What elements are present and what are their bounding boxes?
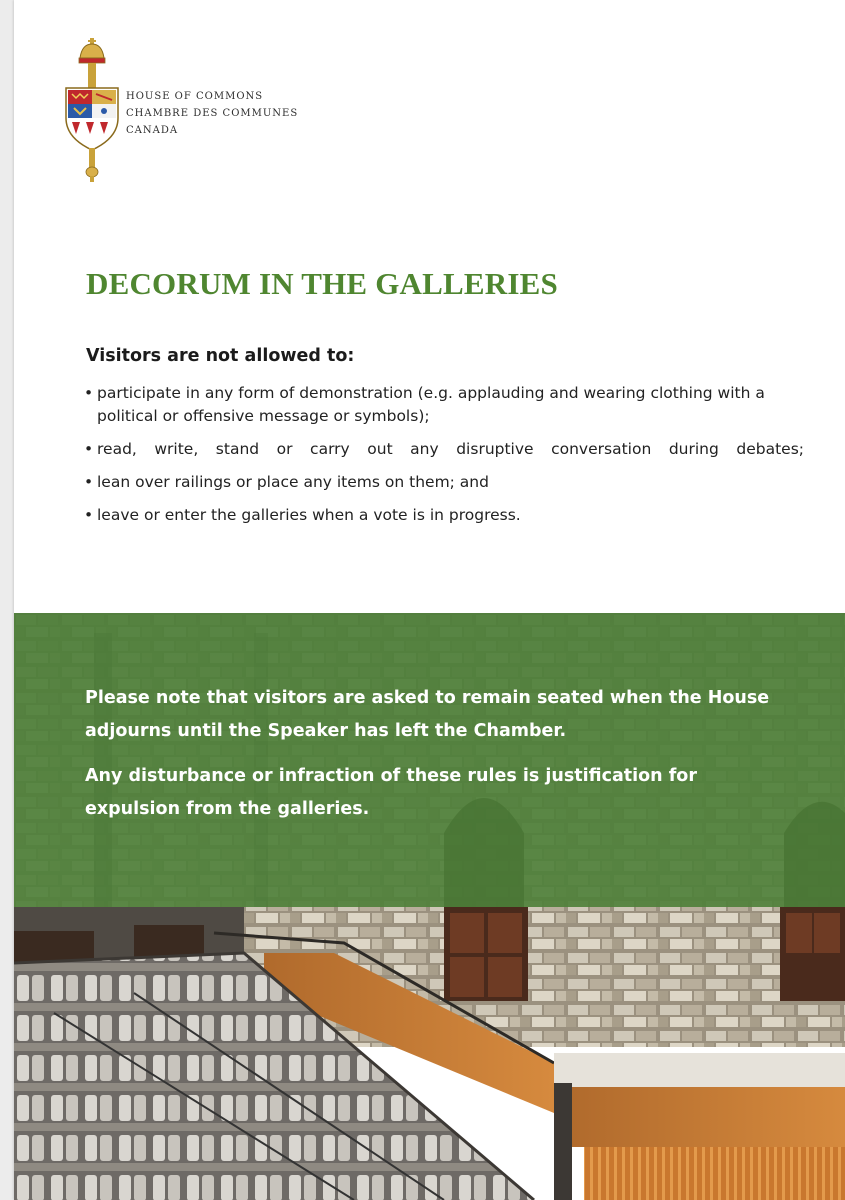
- rules-heading: Visitors are not allowed to:: [86, 346, 355, 366]
- logo-line-country: CANADA: [126, 125, 179, 136]
- bullet-icon: •: [84, 440, 94, 458]
- rule-text: read, write, stand or carry out any disruptive conversation during debates;: [97, 440, 804, 458]
- rule-text: participate in any form of demonstration (e.g. applauding and wearing clothing with a political or offensive message or symbols);: [97, 384, 765, 425]
- logo-wordmark: [126, 88, 298, 139]
- logo-line-english: HOUSE OF COMMONS: [126, 91, 264, 102]
- document-page: [14, 0, 845, 1200]
- rules-list: [84, 382, 804, 537]
- rule-item: [84, 438, 804, 461]
- bullet-icon: •: [84, 473, 94, 491]
- house-of-commons-crest-icon: [62, 38, 122, 182]
- bullet-icon: •: [84, 506, 94, 524]
- page-title: DECORUM IN THE GALLERIES: [86, 266, 558, 301]
- rule-item: [84, 382, 804, 428]
- expulsion-notice: Any disturbance or infraction of these rules is justification for expulsion from the galleries.: [85, 766, 697, 819]
- logo-line-french: CHAMBRE DES COMMUNES: [126, 108, 299, 119]
- seated-notice: Please note that visitors are asked to remain seated when the House adjourns until the Speaker has left the Chamber.: [85, 688, 770, 741]
- bullet-icon: •: [84, 384, 94, 402]
- rule-text: lean over railings or place any items on them; and: [97, 473, 489, 491]
- rule-item: [84, 471, 804, 494]
- rule-item: [84, 504, 804, 527]
- rule-text: leave or enter the galleries when a vote is in progress.: [97, 506, 521, 524]
